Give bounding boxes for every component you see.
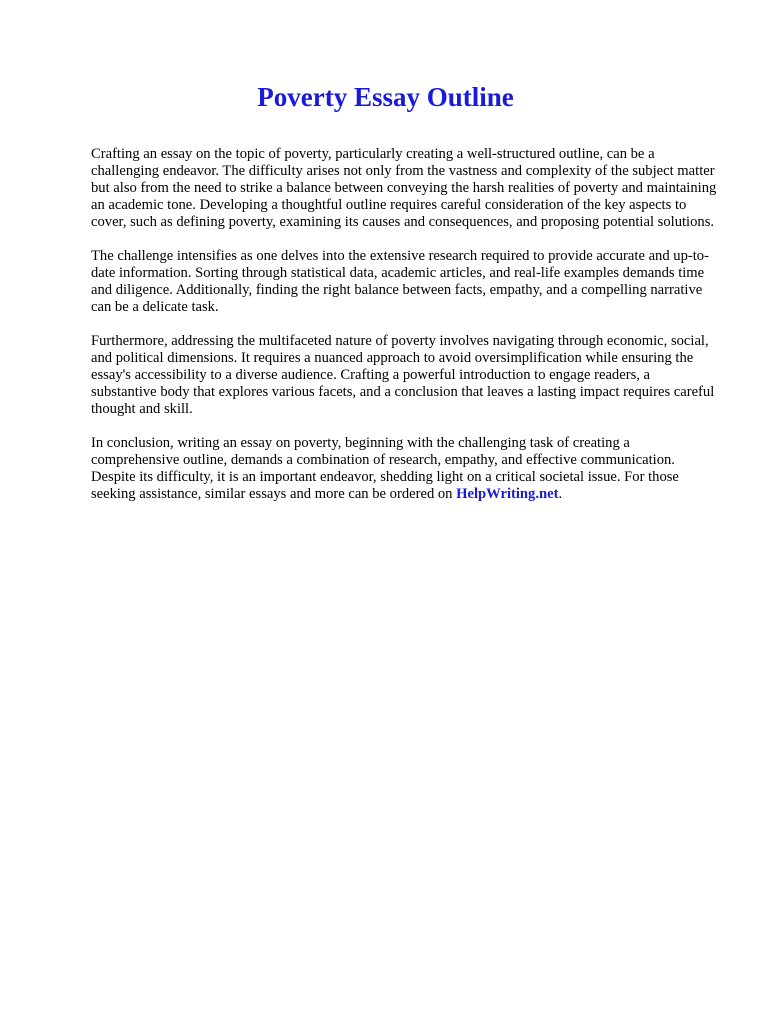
conclusion-period: .	[558, 486, 563, 502]
conclusion-text: In conclusion, writing an essay on poverty, beginning with the challenging task of creating a comprehensive outline, demands a combination of research, empathy, and effective communication. Despite its difficulty, it is an important endeavor, shedding light on a critical societal issue. For those seeking assistance, similar essays and more can be ordered on	[91, 435, 679, 502]
paragraph-intro: Crafting an essay on the topic of poverty, particularly creating a well-structured outline, can be a challenging endeavor. The difficulty arises not only from the vastness and complexity of the subject matter but also from the need to strike a balance between conveying the harsh realities of poverty and maintaining an academic tone. Developing a thoughtful outline requires careful consideration of the key aspects to cover, such as defining poverty, examining its causes and consequences, and proposing potential solutions.	[91, 146, 717, 230]
paragraph-challenge: The challenge intensifies as one delves into the extensive research required to provide accurate and up-to-date information. Sorting through statistical data, academic articles, and real-life examples demands time and diligence. Additionally, finding the right balance between facts, empathy, and a compelling narrative can be a delicate task.	[91, 248, 709, 315]
helpwriting-link[interactable]: HelpWriting.net	[456, 486, 559, 502]
page-title: Poverty Essay Outline	[257, 82, 514, 112]
paragraph-conclusion	[91, 435, 717, 503]
paragraph-furthermore: Furthermore, addressing the multifaceted nature of poverty involves navigating through economic, social, and political dimensions. It requires a nuanced approach to avoid oversimplification while ensuring the essay's accessibility to a diverse audience. Crafting a powerful introduction to engage readers, a substantive body that explores various facets, and a conclusion that leaves a lasting impact requires careful thought and skill.	[91, 333, 715, 417]
